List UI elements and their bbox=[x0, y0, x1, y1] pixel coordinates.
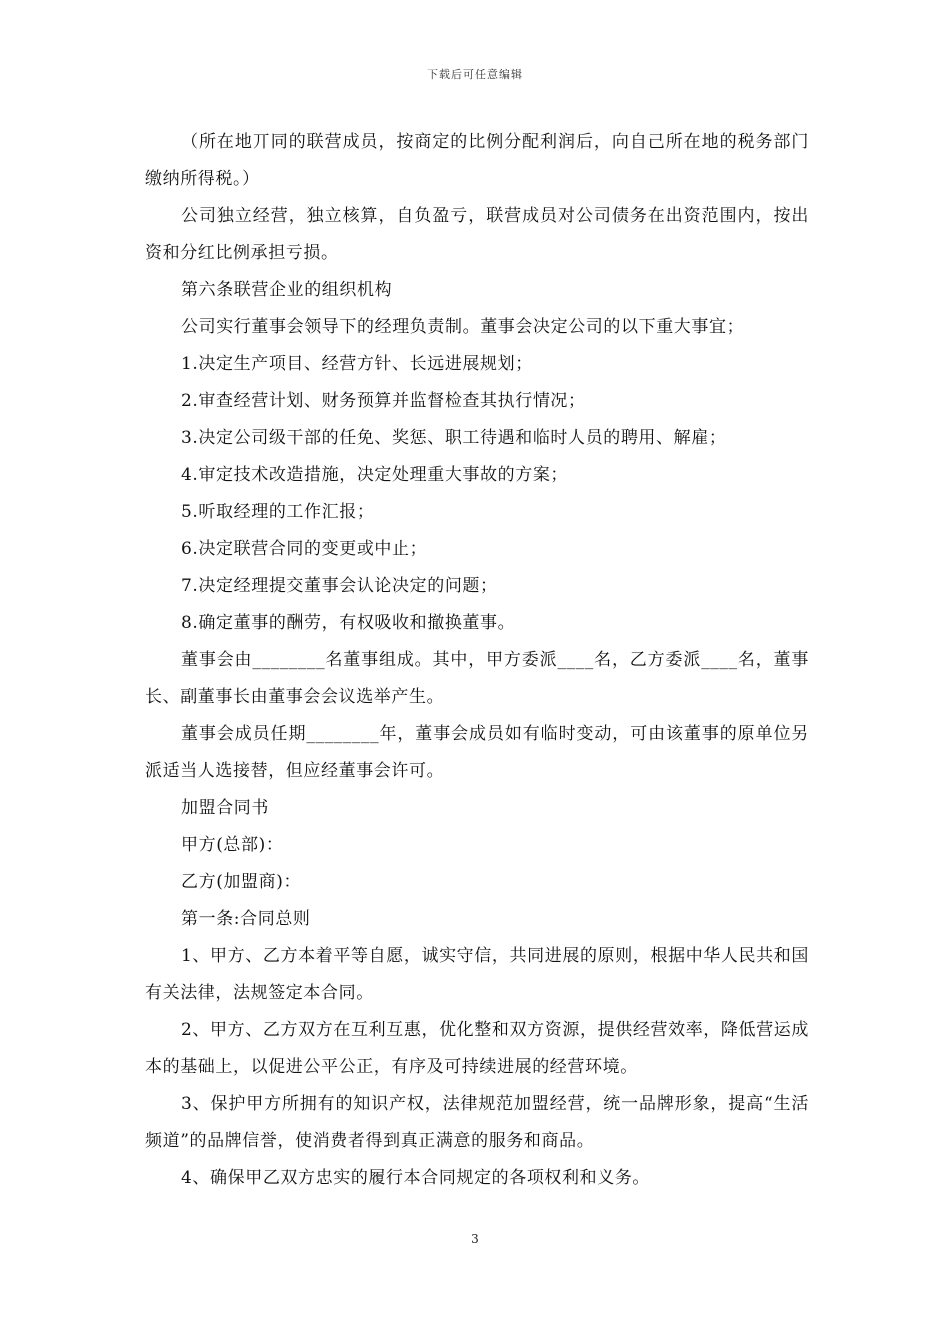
paragraph-article-6-heading: 第六条联营企业的组织机构 bbox=[181, 280, 393, 300]
paragraph-clause-2: 2、甲方、乙方双方在互利互惠，优化整和双方资源，提供经营效率，降低营运成本的基础上，以促进公平公正，有序及可持续进展的经营环境。 bbox=[145, 1020, 809, 1077]
paragraph-board-responsibility: 公司实行董事会领导下的经理负责制。董事会决定公司的以下重大事宜； bbox=[181, 317, 745, 337]
paragraph-clause-3: 3、保护甲方所拥有的知识产权，法律规范加盟经营，统一品牌形象，提高“生活频道”的品牌信誉，使消费者得到真正满意的服务和商品。 bbox=[145, 1094, 809, 1151]
paragraph-board-term: 董事会成员任期________年，董事会成员如有临时变动，可由该董事的原单位另派适当人选接替，但应经董事会许可。 bbox=[145, 724, 809, 781]
list-item-3: 3.决定公司级干部的任免、奖惩、职工待遇和临时人员的聘用、解雇； bbox=[181, 428, 727, 448]
list-item-8: 8.确定董事的酬劳，有权吸收和撤换董事。 bbox=[181, 613, 516, 633]
page-header: 下载后可任意编辑 bbox=[427, 68, 523, 81]
paragraph-clause-4: 4、确保甲乙双方忠实的履行本合同规定的各项权利和义务。 bbox=[181, 1168, 651, 1188]
paragraph-board-composition: 董事会由________名董事组成。其中，甲方委派____名，乙方委派____名，董事长、副董事长由董事会会议选举产生。 bbox=[145, 650, 809, 707]
list-item-2: 2.审查经营计划、财务预算并监督检查其执行情况； bbox=[181, 391, 586, 411]
paragraph-contract-title: 加盟合同书 bbox=[181, 798, 269, 818]
list-item-1: 1.决定生产项目、经营方针、长远进展规划； bbox=[181, 354, 533, 374]
list-item-6: 6.决定联营合同的变更或中止； bbox=[181, 539, 428, 559]
paragraph-party-b: 乙方(加盟商)： bbox=[181, 872, 302, 892]
paragraph-independent-accounting: 公司独立经营，独立核算，自负盈亏，联营成员对公司债务在出资范围内，按出资和分红比例承担亏损。 bbox=[145, 206, 809, 263]
paragraph-tax-note: （所在地丌同的联营成员，按商定的比例分配利润后，向自己所在地的税务部门缴纳所得税。） bbox=[145, 132, 809, 189]
paragraph-clause-1: 1、甲方、乙方本着平等自愿，诚实守信，共同进展的原则，根据中华人民共和国有关法律，法规签定本合同。 bbox=[145, 946, 809, 1003]
document-body bbox=[145, 124, 809, 1197]
list-item-7: 7.决定经理提交董事会认论决定的问题； bbox=[181, 576, 498, 596]
list-item-4: 4.审定技术改造措施，决定处理重大事故的方案； bbox=[181, 465, 569, 485]
paragraph-party-a: 甲方(总部)： bbox=[181, 835, 284, 855]
page-number: 3 bbox=[471, 1232, 479, 1246]
paragraph-article-1-heading: 第一条:合同总则 bbox=[181, 909, 311, 929]
list-item-5: 5.听取经理的工作汇报； bbox=[181, 502, 375, 522]
